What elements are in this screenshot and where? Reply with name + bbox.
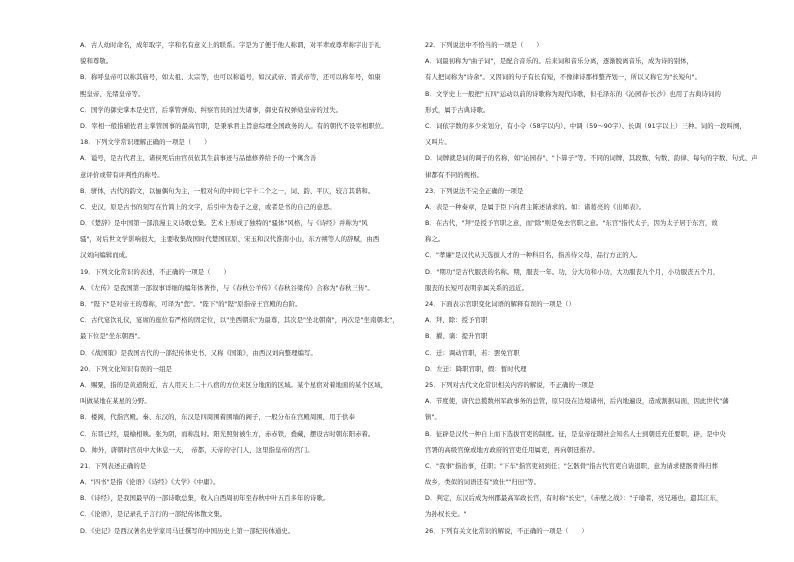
text-line: C．"孝廉"是汉代从天选拔人才的一种科目名，指善待父母，品行方正的人。 — [425, 251, 642, 260]
text-line: 20．下列文化知识有误的一组是 — [80, 364, 172, 373]
text-line: 骚"，对后世文学影响很大，主要收集战国时代楚国屈原、宋玉和汉代淮南小山，东方朔等人的辞赋，由西 — [80, 235, 380, 244]
text-line: A．古人幼时命名，成年取字，字和名有意义上的联系。字是为了便于他人称谓，对平辈或尊辈称字出于礼 — [80, 41, 381, 49]
text-line: 叫做某地在某星的分野。 — [80, 397, 151, 406]
text-line: A．"四书"是指《论语》《诗经》《大学》《中庸》。 — [80, 478, 220, 487]
text-line: 镇"。 — [425, 413, 441, 422]
text-line: C．"我事"指治事，任职；"下车"指官吏初到任；"乞骸骨"指古代官吏自请退职，意为请求使骸骨得归葬 — [425, 461, 718, 470]
text-line: D．宰相一般指辅佐君主掌管国事的最高官职，是秉承君主旨意综理全国政务的人。有的朝代不设宰相职位。 — [80, 121, 388, 130]
text-line: D．帅外，唐朝时宫员中大休息一天， 帝都，天帝的守门人，这里指皇帝的宫门。 — [80, 445, 314, 454]
text-line: D．判定，东汉后成为州郡最高军政长官，有时称"长史"，《赤壁之战》："子瑜者，亮兄瑾也，遣其江东， — [425, 494, 723, 503]
text-line: B．"陛下"是对帝王的尊称，可译为"您"。"陛下"的"陛"原指帝王宫殿的台阶。 — [80, 300, 302, 308]
text-line: D．词牌就是词的调子的名称，如"沁园春"、"卜算子"等。不同的词牌，其段数、句数、韵律、每句的字数、句式、声 — [425, 154, 758, 163]
text-line: 律都有不同的规格。 — [425, 170, 483, 179]
text-line: 最下位是"坐东朝西"。 — [80, 332, 144, 341]
text-line: 服丧的长短可表明亲属关系的远近。 — [425, 283, 529, 292]
text-line: C．史汉，原是古书的刻写在竹简上的文字，后引申为卷子之意，或者是书的自己的意思。 — [80, 202, 336, 211]
text-line: C．迁：调动官职，若：罢免官职 — [425, 348, 520, 357]
text-line: A．《左传》是我国第一部叙事详细的编年体著作，与《春秋公羊传》《春秋谷梁传》合称为"春秋三传"。 — [80, 283, 374, 292]
left-column — [80, 40, 428, 542]
text-line: 又叫片。 — [425, 138, 451, 147]
text-line: B．骈体，古代的韵文，以俪偶句为主，一般对句的中间七字十二个之一，词、韵、平仄，较言其谐和。 — [80, 186, 375, 195]
right-column — [425, 40, 773, 542]
text-line: B．《诗经》，是我国最早的一部诗歌总集，收入自西周初年至春秋中叶五百多年的诗歌。 — [80, 494, 330, 503]
text-line: 故乡，类似的词语还有"致仕""归田"等。 — [425, 478, 541, 487]
text-line: D．《楚辞》是中国第一部浪漫主义诗歌总集。艺术上形成了独特的"骚体"风格，与《诗经》并称为"风 — [80, 219, 368, 228]
text-line: A．拜、除：授予官职 — [425, 316, 488, 325]
text-line: B．征辟是汉代一种自上而下选拔官吏的制度。征，是皇帝征聘社会知名人士到朝廷充任要职，辟，是中央 — [425, 429, 726, 438]
text-line: C．东晋已经，晨榆相映。张为阴，而称乱时。阳光照射被生方，赤赤铁，叠藏，摆设古时朝东阳赤着。 — [80, 429, 375, 438]
text-line: 官署的高级官僚或地方政府的官吏任用属吏，再向朝廷推荐。 — [425, 445, 599, 454]
text-line: 22．下列说法中不恰当的一项是（ ） — [425, 41, 543, 49]
text-line: B．在古代，"拜"是授予官职之意，而"除"则是免去官职之意。"东宫"指代太子，因为太子居于东宫，故 — [425, 219, 718, 228]
text-line: A．表是一种奏章，是属于臣下向君主陈述请求的。如：诸葛亮的《出师表》。 — [425, 202, 646, 211]
text-line: D．《战国策》是我国古代的一部纪传体史书，又称《国策》，由西汉刘向整理编写。 — [80, 348, 317, 357]
text-line: C．《论语》，是记录孔子言行的一部纪传体散文集。 — [80, 510, 227, 519]
text-line: C．词依字数的多少来划分，有小令（58字以内）、中调（59～90字）、长调（91字以上）三种。词的一段叫阕， — [425, 121, 746, 130]
text-line: 26．下列有关文化常识的解说，不正确的一项是（ ） — [425, 526, 588, 535]
text-line: D．《史记》是西汉著名史学家司马迁撰写的中国历史上第一部纪传体通史。 — [80, 526, 295, 535]
text-line: 21．下列表述正确的是 — [80, 461, 147, 470]
text-line: 称之。 — [425, 235, 445, 244]
text-line: A．赐粟，指的是黄道附近，古人用天上二十八宿的方位来区分地面的区域。某个星宿对着地面的某个区域， — [80, 380, 388, 389]
text-line: 熙皇帝、光绪皇帝等。 — [80, 89, 145, 98]
text-line: B．称呼皇帝可以称其庙号，如太祖、太宗等，也可以称谥号，如汉武帝、晋武帝等，还可以称年号，如康 — [80, 73, 381, 82]
text-line: 有人把词称为"诗余"。又因词的句子有长有短，不像律诗那样整齐划一，所以又称它为"长短句"。 — [425, 73, 702, 82]
text-line: D．"期功"是古代服丧的名称。期，服丧一年。功，分大功和小功，大功服丧九个月，小功服丧五个月， — [425, 267, 720, 276]
text-line: A．节度使，唐代总揽数州军政事务的总管，原只设在边境诸州，后内地遍设，造成割据局面，因此世代"藩 — [425, 397, 729, 406]
text-line: 汉刘向编辑而成。 — [80, 251, 132, 260]
text-line: 为孙权长史。" — [425, 510, 467, 519]
text-line: 貌和尊敬。 — [80, 57, 113, 66]
text-line: B．文学史上一般把"五四"运动以前的诗歌称为现代诗歌，但毛泽东的《沁园春·长沙》也用了古典诗词的 — [425, 89, 721, 98]
text-line: 18．下列文学常识理解正确的一项是（ ） — [80, 138, 211, 147]
text-line: 23．下列说法不完全正确的一项是 — [425, 186, 524, 195]
text-line: 意评价或带有评判性的称号。 — [80, 170, 164, 179]
text-line: A．词最初称为"曲子词"，是配合音乐的。后来词和音乐分离，逐渐脱离音乐，成为诗的别体， — [425, 57, 694, 66]
text-line: 24．下面表示官职变化词语的解释有误的一项是（） — [425, 300, 575, 308]
text-line: B．楼阁，代指宫殿。秦、东汉的，东汉是四周围着围墙的阁子，一般分布在宫殿周围，用于供奉 — [80, 413, 355, 422]
text-line: 25．下列对古代文化常识相关内容的解说，不正确的一项是 — [425, 380, 595, 389]
text-line: D．左迁：降职官职，假：暂时代理 — [425, 364, 527, 373]
text-line: 19．下列文化常识的表述，不正确的一项是（ ） — [80, 267, 230, 276]
text-line: C．国学的御史掌本是史官，后掌管弹劾、纠察官员的过失诸事，御史有权弹劾皇帝的过失。 — [80, 105, 343, 114]
text-line: C．古代宴饮礼仪，宴席的座位有严格的固定位，以"坐西朝东"为最尊，其次是"坐北朝南"，再次是"坐南朝北"， — [80, 316, 399, 325]
text-line: B．擢、谪：提升官职 — [425, 332, 488, 341]
text-line: 形式，属于古典诗歌。 — [425, 105, 490, 114]
text-line: A．谥号，是古代君主、诸侯死后由官员依其生前事迹与品德修养给予的一个寓含善 — [80, 154, 317, 163]
